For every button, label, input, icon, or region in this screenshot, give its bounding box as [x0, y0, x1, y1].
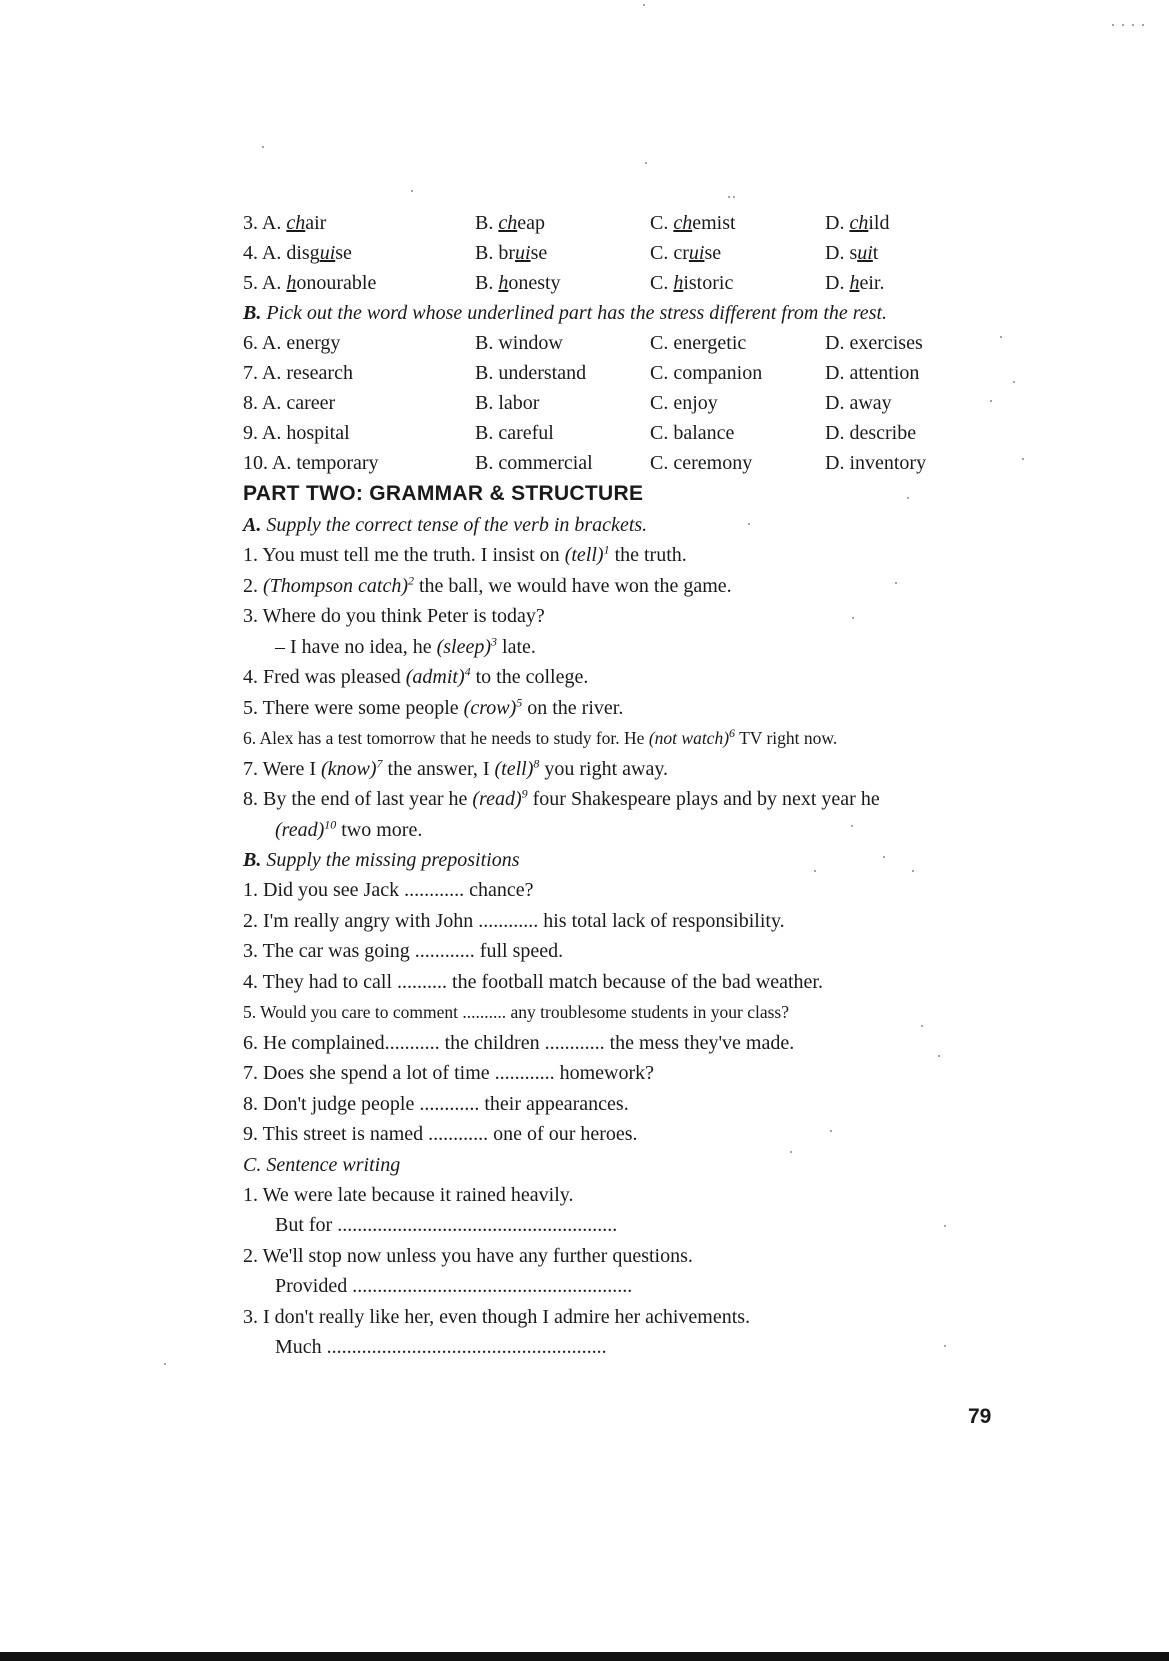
stress-option: D. describe [825, 422, 917, 444]
preposition-item: 7. Does she spend a lot of time ............ homework? [243, 1062, 655, 1084]
preposition-item: 3. The car was going ............ full speed. [243, 940, 564, 962]
stress-option: D. attention [825, 362, 920, 384]
word-part: se [704, 242, 722, 264]
stress-row [243, 358, 1123, 388]
footnote-number: 1 [603, 542, 610, 557]
preposition-item: 4. They had to call .......... the football match because of the bad weather. [243, 970, 823, 993]
stress-option: B. window [475, 332, 563, 354]
verb-in-brackets: (crow) [463, 696, 517, 719]
item-text: on the river. [522, 696, 624, 719]
footnote-number: 2 [407, 572, 414, 587]
word-part: D. [825, 212, 850, 234]
item-text: – I have no idea, he [275, 635, 437, 658]
option-d [825, 238, 1025, 268]
stress-option: C. ceremony [650, 452, 753, 474]
option-a [243, 208, 475, 238]
tense-item-8-cont: (read)$^{10}$ two more. [275, 816, 423, 841]
section-c-heading: C. Sentence writing [243, 1153, 401, 1176]
stress-row [243, 418, 1123, 448]
stress-row [243, 388, 1123, 418]
underlined-part: ui [857, 242, 873, 264]
word-part: ild [868, 212, 890, 234]
preposition-item: 8. Don't judge people ............ their appearances. [243, 1092, 629, 1115]
underlined-part: ui [515, 242, 531, 264]
sentence-writing-list [243, 1180, 1123, 1363]
stress-option: 9. A. hospital [243, 422, 350, 444]
section-b-prepositions-heading: B. Supply the missing prepositions [243, 849, 520, 871]
item-text: 1. You must tell me the truth. I insist on [243, 544, 565, 566]
tense-item [243, 540, 1123, 571]
item-number: 5. A. [243, 272, 282, 294]
tense-item-6: 6. Alex has a test tomorrow that he needs to study for. He (not watch)$^6$ TV right now. [243, 726, 838, 748]
word-part: emist [692, 212, 736, 234]
footnote-number: 3 [491, 633, 498, 648]
stress-option: 7. A. research [243, 362, 353, 384]
option-c [650, 238, 825, 268]
preposition-item: 1. Did you see Jack ............ chance? [243, 879, 534, 901]
pronunciation-row [243, 238, 1123, 268]
stress-option: C. enjoy [650, 392, 718, 414]
tense-item-7: 7. Were I (know)$^7$ the answer, I (tell)$^8$ you right away. [243, 755, 669, 780]
stress-option: D. away [825, 392, 892, 414]
stress-option: 6. A. energy [243, 332, 341, 354]
stress-option: B. careful [475, 422, 554, 444]
tense-item [243, 662, 1123, 693]
underlined-part: ch [849, 212, 869, 234]
word-part: C. [650, 272, 674, 294]
option-c [650, 208, 825, 238]
page-number: 79 [968, 1405, 992, 1428]
preposition-exercise-list [243, 875, 1123, 1150]
word-part: D. s [825, 242, 858, 264]
stress-option: C. balance [650, 422, 735, 444]
option-d [825, 268, 1025, 298]
item-text: 4. Fred was pleased [243, 666, 406, 688]
verb-in-brackets: (admit) [405, 666, 465, 688]
word-part: C. cr [650, 242, 689, 264]
scan-bottom-edge [0, 1652, 1169, 1661]
pronunciation-row [243, 208, 1123, 238]
underlined-part: ch [673, 212, 693, 234]
stress-option: 10. A. temporary [243, 452, 379, 474]
word-part: istoric [683, 272, 734, 294]
item-text: late. [497, 635, 536, 658]
item-text: to the college. [470, 666, 589, 688]
word-part: C. [650, 212, 674, 234]
option-d [825, 208, 1025, 238]
word-part: B. br [475, 242, 515, 264]
worksheet-content [243, 208, 1123, 1363]
item-number: 3. A. [243, 212, 282, 234]
underlined-part: h [849, 272, 860, 294]
underlined-part: h [286, 272, 297, 294]
preposition-item: 5. Would you care to comment .......... any troublesome students in your class? [243, 1002, 790, 1022]
sentence-prompt: 3. I don't really like her, even though I admire her achivements. [243, 1305, 751, 1328]
word-part: t [872, 242, 879, 264]
word-part: B. [475, 212, 499, 234]
section-a-heading: A. Supply the correct tense of the verb in brackets. [243, 514, 648, 536]
item-text: the truth. [609, 544, 687, 566]
tense-item [243, 571, 1123, 602]
underlined-part: h [498, 272, 509, 294]
stress-option: B. understand [475, 362, 587, 384]
stress-option: C. companion [650, 362, 763, 384]
item-text: 2. [243, 574, 263, 597]
stress-option: B. labor [475, 392, 540, 414]
underlined-part: ui [688, 242, 705, 264]
underlined-part: ch [286, 212, 306, 234]
item-text: 3. Where do you think Peter is today? [243, 605, 545, 627]
option-c [650, 268, 825, 298]
stress-option: C. energetic [650, 332, 747, 354]
verb-in-brackets: (tell) [564, 544, 604, 566]
stress-row [243, 328, 1123, 358]
word-part: air [305, 212, 327, 234]
word-part: se [335, 242, 352, 264]
word-part: B. [475, 272, 499, 294]
pronunciation-row [243, 268, 1123, 298]
option-b [475, 238, 650, 268]
option-a [243, 268, 475, 298]
verb-in-brackets: (Thompson catch) [263, 574, 408, 597]
tense-exercise-list [243, 540, 1123, 723]
tense-item [243, 601, 1123, 632]
sentence-prompt: 2. We'll stop now unless you have any further questions. [243, 1244, 693, 1267]
preposition-item: 9. This street is named ............ one of our heroes. [243, 1123, 638, 1145]
stress-row [243, 448, 1123, 478]
word-part: disg [286, 242, 320, 264]
word-part: onourable [296, 272, 377, 294]
footnote-number: 5 [516, 694, 523, 709]
preposition-item: 6. He complained........... the children ............ the mess they've made. [243, 1031, 795, 1054]
stress-option: D. inventory [825, 452, 927, 474]
verb-in-brackets: (sleep) [436, 635, 492, 658]
sentence-answer-line: Much ........................................................ [275, 1336, 607, 1358]
part-two-title: PART TWO: GRAMMAR & STRUCTURE [243, 482, 644, 505]
underlined-part: ch [498, 212, 518, 234]
preposition-item: 2. I'm really angry with John ............ his total lack of responsibility. [243, 909, 785, 932]
sentence-answer-line: But for ........................................................ [275, 1214, 618, 1236]
sentence-answer-line: Provided ........................................................ [275, 1275, 633, 1297]
section-b-heading: B. Pick out the word whose underlined part has the stress different from the rest. [243, 302, 888, 324]
tense-item-8: 8. By the end of last year he (read)$^9$ four Shakespeare plays and by next year he [243, 786, 880, 810]
tense-item [243, 632, 1123, 663]
sentence-prompt: 1. We were late because it rained heavily. [243, 1183, 574, 1206]
underlined-part: h [673, 272, 684, 294]
option-b [475, 208, 650, 238]
item-text: the ball, we would have won the game. [413, 574, 732, 597]
word-part: D. [825, 272, 850, 294]
pronunciation-section [243, 208, 1123, 298]
option-b [475, 268, 650, 298]
item-text: 5. There were some people [243, 696, 464, 719]
word-part: onesty [508, 272, 561, 294]
word-part: eir. [859, 272, 885, 294]
stress-option: B. commercial [475, 452, 593, 474]
underlined-part: ui [319, 242, 336, 264]
stress-section [243, 328, 1123, 478]
item-number: 4. A. [243, 242, 282, 264]
option-a [243, 238, 475, 268]
footnote-number: 4 [464, 664, 471, 679]
stress-option: D. exercises [825, 332, 923, 354]
stress-option: 8. A. career [243, 392, 336, 414]
word-part: se [530, 242, 548, 264]
tense-item [243, 693, 1123, 724]
word-part: eap [517, 212, 545, 234]
